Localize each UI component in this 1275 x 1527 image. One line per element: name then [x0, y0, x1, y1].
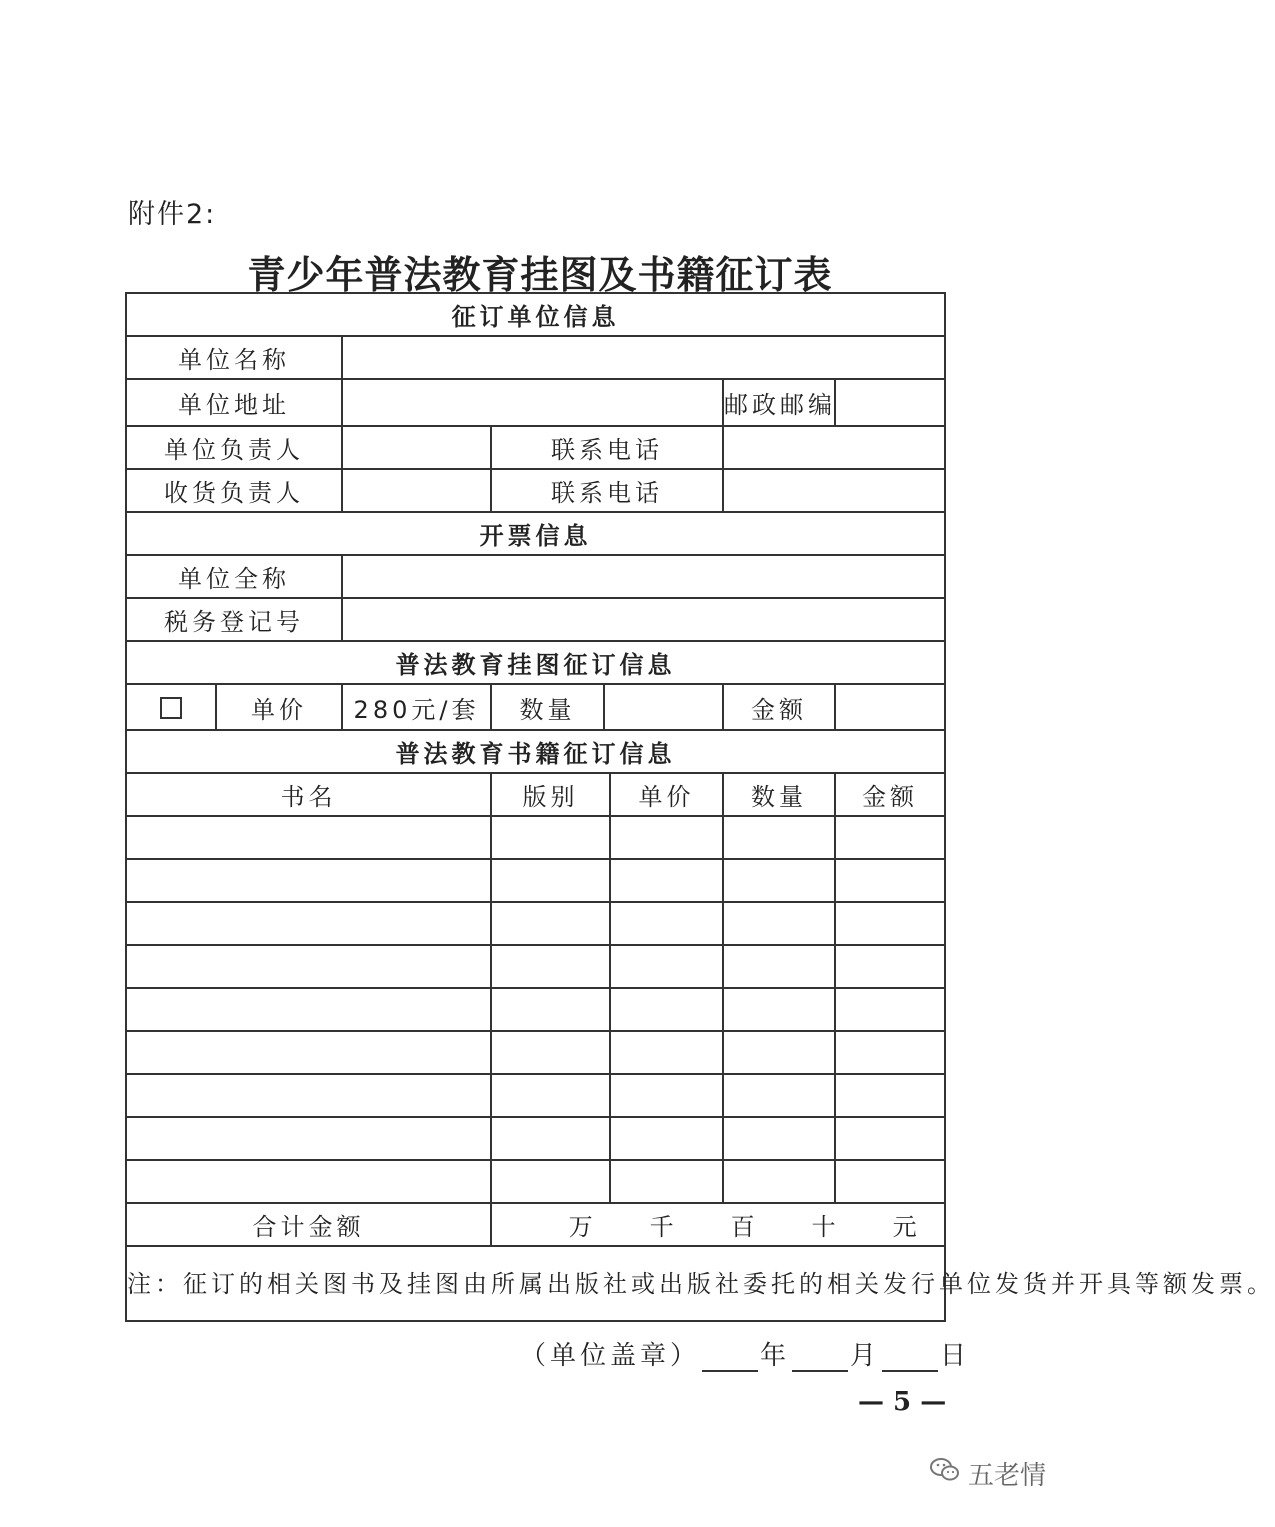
- receiver-phone-label: 联系电话: [491, 469, 723, 512]
- unit-qian: 千: [649, 1213, 678, 1241]
- unit-info-header: 征订单位信息: [126, 293, 945, 336]
- book-title-cell[interactable]: [126, 988, 491, 1031]
- book-col-price: 单价: [610, 773, 723, 816]
- book-qty-cell[interactable]: [723, 1031, 835, 1074]
- watermark-text: 五老情: [968, 1461, 1047, 1491]
- book-col-title: 书名: [126, 773, 491, 816]
- unit-yuan: 元: [892, 1213, 921, 1241]
- book-qty-cell[interactable]: [723, 1160, 835, 1203]
- book-order-header: 普法教育书籍征订信息: [126, 730, 945, 773]
- book-title-cell[interactable]: [126, 1031, 491, 1074]
- leader-row: [126, 426, 945, 469]
- poster-order-header: 普法教育挂图征订信息: [126, 641, 945, 684]
- receiver-phone-field[interactable]: [723, 469, 945, 512]
- book-col-qty: 数量: [723, 773, 835, 816]
- order-form-table: [125, 292, 1275, 1322]
- book-edition-cell[interactable]: [491, 859, 610, 902]
- book-row: [126, 859, 945, 902]
- book-title-cell[interactable]: [126, 1074, 491, 1117]
- total-amount-field[interactable]: [491, 1203, 945, 1246]
- book-price-cell[interactable]: [610, 859, 723, 902]
- book-amount-cell[interactable]: [835, 1031, 945, 1074]
- unit-address-label: 单位地址: [126, 379, 342, 426]
- poster-amount-label: 金额: [723, 684, 835, 730]
- book-qty-cell[interactable]: [723, 945, 835, 988]
- book-price-cell[interactable]: [610, 945, 723, 988]
- book-edition-cell[interactable]: [491, 816, 610, 859]
- book-amount-cell[interactable]: [835, 1074, 945, 1117]
- book-edition-cell[interactable]: [491, 945, 610, 988]
- book-price-cell[interactable]: [610, 1031, 723, 1074]
- book-amount-cell[interactable]: [835, 945, 945, 988]
- poster-price-value: 280元/套: [342, 684, 491, 730]
- stamp-date-line: [520, 1335, 970, 1372]
- unit-shi: 十: [811, 1213, 840, 1241]
- book-qty-cell[interactable]: [723, 988, 835, 1031]
- book-row: [126, 1074, 945, 1117]
- book-price-cell[interactable]: [610, 902, 723, 945]
- attachment-label: 附件2:: [128, 199, 217, 230]
- book-row: [126, 816, 945, 859]
- book-row: [126, 1160, 945, 1203]
- page-number: — 5 —: [858, 1387, 947, 1417]
- poster-price-label: 单价: [216, 684, 342, 730]
- book-amount-cell[interactable]: [835, 1160, 945, 1203]
- poster-checkbox[interactable]: [160, 697, 182, 719]
- stamp-label: （单位盖章）: [520, 1341, 701, 1371]
- book-edition-cell[interactable]: [491, 1160, 610, 1203]
- book-price-cell[interactable]: [610, 1117, 723, 1160]
- book-price-cell[interactable]: [610, 988, 723, 1031]
- tax-number-row: [126, 598, 945, 641]
- book-title-cell[interactable]: [126, 1117, 491, 1160]
- postcode-field[interactable]: [835, 379, 945, 426]
- unit-fullname-row: [126, 555, 945, 598]
- book-title-cell[interactable]: [126, 945, 491, 988]
- book-col-edition: 版别: [491, 773, 610, 816]
- book-qty-cell[interactable]: [723, 859, 835, 902]
- receiver-field[interactable]: [342, 469, 491, 512]
- poster-qty-label: 数量: [491, 684, 604, 730]
- book-title-cell[interactable]: [126, 859, 491, 902]
- year-label: 年: [760, 1341, 791, 1371]
- book-col-amount: 金额: [835, 773, 945, 816]
- book-column-header-row: [126, 773, 945, 816]
- year-blank[interactable]: [702, 1344, 758, 1372]
- book-edition-cell[interactable]: [491, 902, 610, 945]
- form-title: 青少年普法教育挂图及书籍征订表: [247, 252, 833, 297]
- leader-field[interactable]: [342, 426, 491, 469]
- book-amount-cell[interactable]: [835, 1117, 945, 1160]
- tax-number-field[interactable]: [342, 598, 945, 641]
- book-amount-cell[interactable]: [835, 988, 945, 1031]
- book-row: [126, 945, 945, 988]
- book-title-cell[interactable]: [126, 902, 491, 945]
- unit-name-label: 单位名称: [126, 336, 342, 379]
- postcode-label: 邮政邮编: [723, 379, 835, 426]
- unit-name-field[interactable]: [342, 336, 945, 379]
- unit-fullname-label: 单位全称: [126, 555, 342, 598]
- book-qty-cell[interactable]: [723, 1117, 835, 1160]
- invoice-info-header: 开票信息: [126, 512, 945, 555]
- poster-order-row: [126, 684, 945, 730]
- book-amount-cell[interactable]: [835, 902, 945, 945]
- day-label: 日: [940, 1341, 971, 1371]
- month-blank[interactable]: [792, 1344, 848, 1372]
- unit-bai: 百: [730, 1213, 759, 1241]
- watermark: [930, 1455, 1046, 1492]
- book-edition-cell[interactable]: [491, 988, 610, 1031]
- book-qty-cell[interactable]: [723, 902, 835, 945]
- unit-address-row: [126, 379, 945, 426]
- unit-address-field[interactable]: [342, 379, 723, 426]
- book-row: [126, 1117, 945, 1160]
- book-title-cell[interactable]: [126, 1160, 491, 1203]
- book-edition-cell[interactable]: [491, 1074, 610, 1117]
- book-row: [126, 1031, 945, 1074]
- book-qty-cell[interactable]: [723, 816, 835, 859]
- total-label: 合计金额: [126, 1203, 491, 1246]
- leader-label: 单位负责人: [126, 426, 342, 469]
- leader-phone-label: 联系电话: [491, 426, 723, 469]
- tax-number-label: 税务登记号: [126, 598, 342, 641]
- poster-amount-field[interactable]: [835, 684, 945, 730]
- poster-checkbox-cell[interactable]: [126, 684, 216, 730]
- book-title-cell[interactable]: [126, 816, 491, 859]
- receiver-row: [126, 469, 945, 512]
- total-row: [126, 1203, 945, 1246]
- book-amount-cell[interactable]: [835, 816, 945, 859]
- note-text: 注：征订的相关图书及挂图由所属出版社或出版社委托的相关发行单位发货并开具等额发票。: [126, 1246, 945, 1321]
- day-blank[interactable]: [882, 1344, 938, 1372]
- month-label: 月: [850, 1341, 881, 1371]
- unit-fullname-field[interactable]: [342, 555, 945, 598]
- book-price-cell[interactable]: [610, 1074, 723, 1117]
- book-amount-cell[interactable]: [835, 859, 945, 902]
- receiver-label: 收货负责人: [126, 469, 342, 512]
- book-row: [126, 988, 945, 1031]
- unit-wan: 万: [568, 1213, 597, 1241]
- book-price-cell[interactable]: [610, 1160, 723, 1203]
- book-row: [126, 902, 945, 945]
- book-price-cell[interactable]: [610, 816, 723, 859]
- book-edition-cell[interactable]: [491, 1117, 610, 1160]
- leader-phone-field[interactable]: [723, 426, 945, 469]
- book-edition-cell[interactable]: [491, 1031, 610, 1074]
- poster-qty-field[interactable]: [604, 684, 723, 730]
- unit-name-row: [126, 336, 945, 379]
- wechat-icon: [930, 1457, 960, 1490]
- book-qty-cell[interactable]: [723, 1074, 835, 1117]
